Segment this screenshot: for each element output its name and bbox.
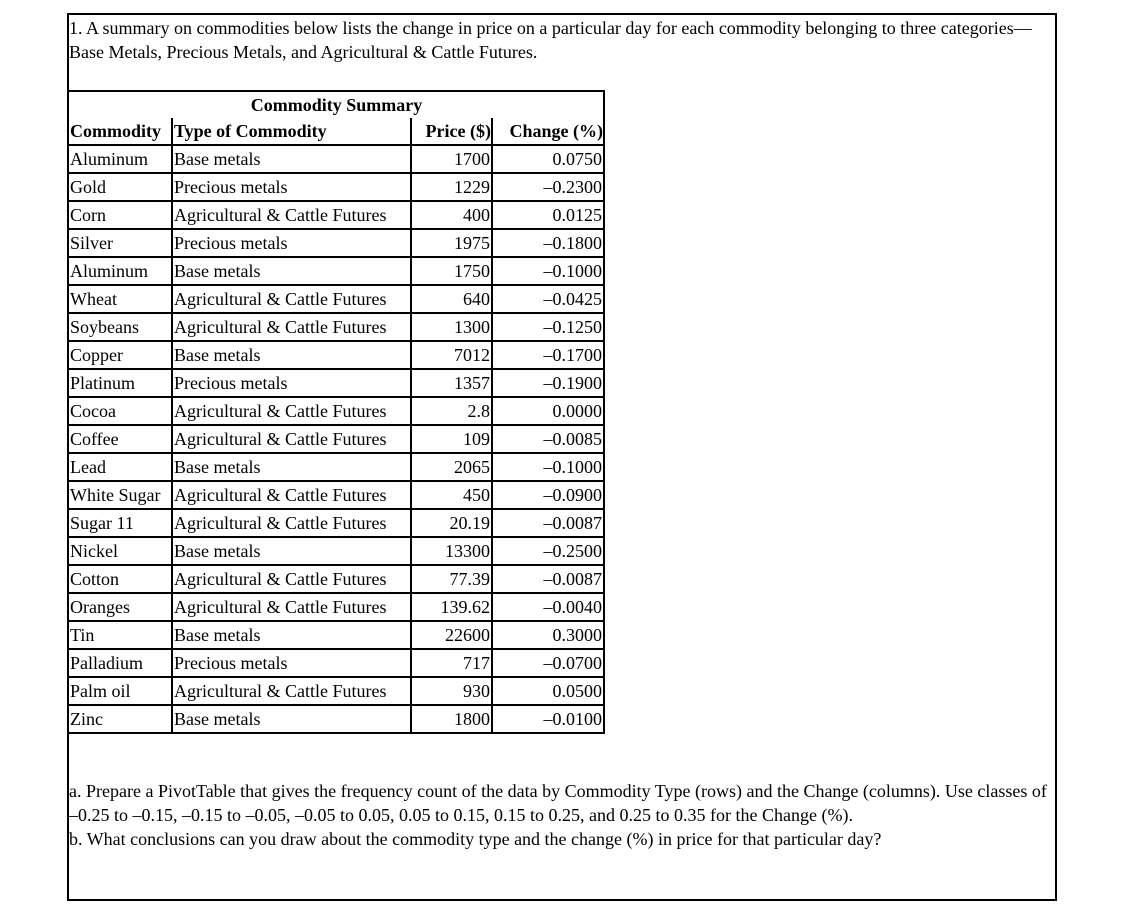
cell-type: Base metals — [172, 705, 411, 733]
cell-change: –0.0900 — [492, 481, 604, 509]
cell-change: 0.0000 — [492, 397, 604, 425]
cell-price: 1750 — [411, 257, 492, 285]
table-row — [68, 257, 604, 285]
cell-type: Precious metals — [172, 369, 411, 397]
table-row — [68, 509, 604, 537]
table-row — [68, 341, 604, 369]
cell-commodity: Oranges — [68, 593, 172, 621]
cell-change: –0.1000 — [492, 257, 604, 285]
cell-type: Base metals — [172, 341, 411, 369]
cell-change: –0.0425 — [492, 285, 604, 313]
cell-change: 0.3000 — [492, 621, 604, 649]
cell-type: Agricultural & Cattle Futures — [172, 593, 411, 621]
cell-price: 13300 — [411, 537, 492, 565]
cell-commodity: Tin — [68, 621, 172, 649]
header-type: Type of Commodity — [172, 118, 411, 145]
cell-type: Agricultural & Cattle Futures — [172, 565, 411, 593]
cell-commodity: Aluminum — [68, 257, 172, 285]
cell-commodity: Copper — [68, 341, 172, 369]
cell-price: 1300 — [411, 313, 492, 341]
cell-commodity: Gold — [68, 173, 172, 201]
cell-type: Agricultural & Cattle Futures — [172, 397, 411, 425]
table-body — [68, 145, 604, 733]
cell-commodity: Lead — [68, 453, 172, 481]
cell-change: –0.0040 — [492, 593, 604, 621]
table-row — [68, 397, 604, 425]
cell-price: 1357 — [411, 369, 492, 397]
table-row — [68, 705, 604, 733]
table-row — [68, 173, 604, 201]
cell-commodity: Cotton — [68, 565, 172, 593]
table-row — [68, 201, 604, 229]
cell-change: –0.2500 — [492, 537, 604, 565]
table-row — [68, 425, 604, 453]
cell-price: 2065 — [411, 453, 492, 481]
cell-commodity: White Sugar — [68, 481, 172, 509]
cell-commodity: Silver — [68, 229, 172, 257]
cell-price: 139.62 — [411, 593, 492, 621]
cell-price: 20.19 — [411, 509, 492, 537]
cell-change: 0.0750 — [492, 145, 604, 173]
table-title: Commodity Summary — [68, 91, 604, 118]
cell-type: Agricultural & Cattle Futures — [172, 425, 411, 453]
cell-type: Agricultural & Cattle Futures — [172, 313, 411, 341]
cell-price: 22600 — [411, 621, 492, 649]
cell-commodity: Zinc — [68, 705, 172, 733]
commodity-summary-table — [67, 90, 605, 734]
cell-commodity: Aluminum — [68, 145, 172, 173]
table-row — [68, 229, 604, 257]
cell-change: –0.0085 — [492, 425, 604, 453]
table-row — [68, 677, 604, 705]
header-commodity: Commodity — [68, 118, 172, 145]
table-row — [68, 313, 604, 341]
cell-change: –0.1000 — [492, 453, 604, 481]
cell-change: –0.0087 — [492, 565, 604, 593]
cell-type: Agricultural & Cattle Futures — [172, 677, 411, 705]
table-row — [68, 593, 604, 621]
cell-type: Base metals — [172, 257, 411, 285]
cell-price: 109 — [411, 425, 492, 453]
cell-price: 1700 — [411, 145, 492, 173]
cell-type: Agricultural & Cattle Futures — [172, 481, 411, 509]
cell-price: 930 — [411, 677, 492, 705]
cell-price: 450 — [411, 481, 492, 509]
cell-change: –0.1700 — [492, 341, 604, 369]
cell-change: –0.0087 — [492, 509, 604, 537]
table-row — [68, 453, 604, 481]
cell-type: Base metals — [172, 453, 411, 481]
cell-change: –0.2300 — [492, 173, 604, 201]
cell-type: Precious metals — [172, 173, 411, 201]
cell-price: 2.8 — [411, 397, 492, 425]
cell-price: 640 — [411, 285, 492, 313]
cell-commodity: Nickel — [68, 537, 172, 565]
questions — [69, 779, 1054, 851]
table-row — [68, 145, 604, 173]
table-row — [68, 481, 604, 509]
question-a: a. Prepare a PivotTable that gives the frequency count of the data by Commodity Type (rows) and the Change (columns). Use classes of –0.25 to –0.15, –0.15 to –0.05, –0.05 to 0.05, 0.05 to 0.15, 0.15 to 0.25, and 0.25 to 0.35 for the Change (%). — [69, 781, 1047, 825]
cell-type: Agricultural & Cattle Futures — [172, 509, 411, 537]
question-b: b. What conclusions can you draw about the commodity type and the change (%) in price for that particular day? — [69, 829, 882, 849]
table-row — [68, 649, 604, 677]
cell-type: Base metals — [172, 621, 411, 649]
header-change: Change (%) — [492, 118, 604, 145]
cell-type: Base metals — [172, 537, 411, 565]
problem-intro: 1. A summary on commodities below lists the change in price on a particular day for each commodity belonging to three categories—Base Metals, Precious Metals, and Agricultural & Cattle Futures. — [69, 18, 1032, 62]
cell-change: –0.0700 — [492, 649, 604, 677]
cell-type: Precious metals — [172, 229, 411, 257]
cell-change: 0.0125 — [492, 201, 604, 229]
header-price: Price ($) — [411, 118, 492, 145]
cell-change: –0.0100 — [492, 705, 604, 733]
cell-price: 7012 — [411, 341, 492, 369]
cell-price: 717 — [411, 649, 492, 677]
cell-commodity: Wheat — [68, 285, 172, 313]
cell-commodity: Platinum — [68, 369, 172, 397]
cell-type: Agricultural & Cattle Futures — [172, 285, 411, 313]
cell-type: Precious metals — [172, 649, 411, 677]
table-row — [68, 565, 604, 593]
table-row — [68, 285, 604, 313]
cell-change: 0.0500 — [492, 677, 604, 705]
cell-type: Base metals — [172, 145, 411, 173]
cell-price: 77.39 — [411, 565, 492, 593]
cell-commodity: Palm oil — [68, 677, 172, 705]
cell-commodity: Sugar 11 — [68, 509, 172, 537]
cell-price: 400 — [411, 201, 492, 229]
cell-price: 1800 — [411, 705, 492, 733]
cell-change: –0.1800 — [492, 229, 604, 257]
table-row — [68, 537, 604, 565]
commodity-summary-table-wrap — [67, 90, 605, 734]
cell-commodity: Palladium — [68, 649, 172, 677]
cell-commodity: Coffee — [68, 425, 172, 453]
cell-price: 1975 — [411, 229, 492, 257]
cell-commodity: Soybeans — [68, 313, 172, 341]
cell-change: –0.1250 — [492, 313, 604, 341]
cell-type: Agricultural & Cattle Futures — [172, 201, 411, 229]
table-row — [68, 621, 604, 649]
cell-commodity: Corn — [68, 201, 172, 229]
cell-commodity: Cocoa — [68, 397, 172, 425]
cell-change: –0.1900 — [492, 369, 604, 397]
table-row — [68, 369, 604, 397]
cell-price: 1229 — [411, 173, 492, 201]
